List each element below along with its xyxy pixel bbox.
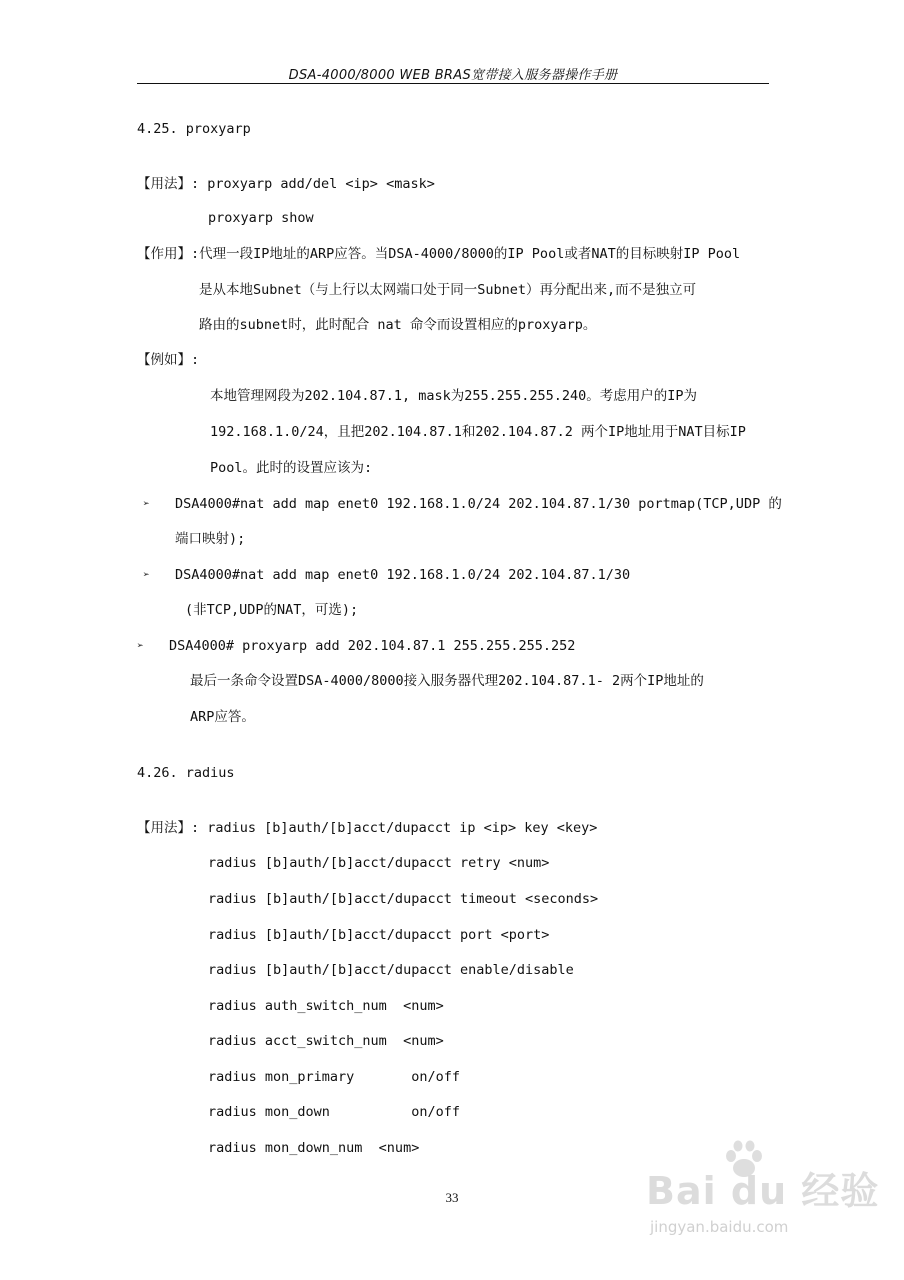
radius-usage-line: radius [b]auth/[b]acct/dupacct retry <num> [208,855,550,871]
command-line: DSA4000#nat add map enet0 192.168.1.0/24 202.104.87.1/30 [175,567,631,583]
command-note: (非TCP,UDP的NAT，可选); [185,602,359,618]
page-number: 33 [445,1190,459,1205]
radius-usage-line: 【用法】: radius [b]auth/[b]acct/dupacct ip <ip> key <key> [137,820,598,836]
bullet-arrow-icon: ➢ [143,497,150,510]
radius-usage-line: radius mon_primary on/off [208,1069,460,1085]
command-line: DSA4000#nat add map enet0 192.168.1.0/24 202.104.87.1/30 portmap(TCP,UDP 的 [175,496,782,512]
radius-usage-line: radius [b]auth/[b]acct/dupacct port <port> [208,927,550,943]
watermark-url: jingyan.baidu.com [650,1218,789,1236]
function-line: 路由的subnet时，此时配合 nat 命令而设置相应的proxyarp。 [199,317,597,333]
section-heading-4-25: 4.25. proxyarp [137,121,251,137]
example-line: 192.168.1.0/24，且把202.104.87.1和202.104.87.2 两个IP地址用于NAT目标IP [210,424,746,440]
example-line: 本地管理网段为202.104.87.1, mask为255.255.255.240。考虑用户的IP为 [210,388,697,404]
radius-usage-line: radius mon_down_num <num> [208,1140,420,1156]
radius-usage-line: radius [b]auth/[b]acct/dupacct timeout <seconds> [208,891,599,907]
usage-line: 【用法】: proxyarp add/del <ip> <mask> [137,176,435,192]
radius-usage-line: radius [b]auth/[b]acct/dupacct enable/disable [208,962,574,978]
bullet-arrow-icon: ➢ [137,639,144,652]
function-line: 是从本地Subnet（与上行以太网端口处于同一Subnet）再分配出来,而不是独立可 [199,282,697,298]
radius-usage-line: radius mon_down on/off [208,1104,460,1120]
usage-line: proxyarp show [208,210,314,226]
baidu-jingyan-watermark [640,1140,890,1260]
watermark-logo: Bai du 经验 [646,1169,880,1213]
command-note: 端口映射); [175,531,246,547]
radius-usage-line: radius acct_switch_num <num> [208,1033,444,1049]
command-line: DSA4000# proxyarp add 202.104.87.1 255.255.255.252 [169,638,576,654]
radius-usage-line: radius auth_switch_num <num> [208,998,444,1014]
section-heading-4-26: 4.26. radius [137,765,235,781]
example-label: 【例如】: [137,352,200,368]
running-header: DSA-4000/8000 WEB BRAS宽带接入服务器操作手册 [288,68,618,83]
example-line: Pool。此时的设置应该为: [210,460,373,476]
header-rule [137,83,769,84]
command-note: 最后一条命令设置DSA-4000/8000接入服务器代理202.104.87.1- 2两个IP地址的 [190,673,704,689]
command-note: ARP应答。 [190,709,255,725]
bullet-arrow-icon: ➢ [143,568,150,581]
function-line: 【作用】:代理一段IP地址的ARP应答。当DSA-4000/8000的IP Pool或者NAT的目标映射IP Pool [137,246,741,262]
